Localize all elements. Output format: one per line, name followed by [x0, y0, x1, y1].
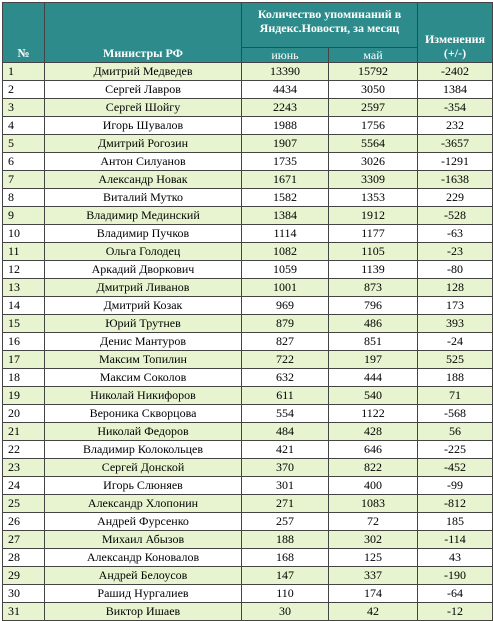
minister-name-cell: Николай Никифоров — [45, 387, 242, 405]
may-mentions-cell: 1177 — [329, 225, 418, 243]
table-row — [3, 477, 493, 495]
june-mentions-cell: 110 — [242, 585, 329, 603]
may-mentions-cell: 1122 — [329, 405, 418, 423]
change-cell: 232 — [418, 117, 493, 135]
change-cell: 393 — [418, 315, 493, 333]
table-row — [3, 351, 493, 369]
may-mentions-cell: 302 — [329, 531, 418, 549]
table-row — [3, 243, 493, 261]
table-body — [3, 63, 493, 621]
row-number-cell: 22 — [3, 441, 45, 459]
change-cell: 185 — [418, 513, 493, 531]
change-cell: -812 — [418, 495, 493, 513]
row-number-cell: 25 — [3, 495, 45, 513]
june-mentions-cell: 301 — [242, 477, 329, 495]
minister-name-cell: Сергей Донской — [45, 459, 242, 477]
june-mentions-cell: 969 — [242, 297, 329, 315]
row-number-cell: 5 — [3, 135, 45, 153]
change-cell: -3657 — [418, 135, 493, 153]
june-mentions-cell: 879 — [242, 315, 329, 333]
may-mentions-cell: 337 — [329, 567, 418, 585]
june-mentions-cell: 1082 — [242, 243, 329, 261]
table-row — [3, 333, 493, 351]
row-number-cell: 9 — [3, 207, 45, 225]
change-cell: -64 — [418, 585, 493, 603]
header-may: май — [329, 48, 418, 63]
may-mentions-cell: 822 — [329, 459, 418, 477]
may-mentions-cell: 125 — [329, 549, 418, 567]
row-number-cell: 18 — [3, 369, 45, 387]
june-mentions-cell: 1384 — [242, 207, 329, 225]
minister-name-cell: Рашид Нургалиев — [45, 585, 242, 603]
may-mentions-cell: 1353 — [329, 189, 418, 207]
table-row — [3, 585, 493, 603]
may-mentions-cell: 428 — [329, 423, 418, 441]
header-june: июнь — [242, 48, 329, 63]
minister-name-cell: Александр Новак — [45, 171, 242, 189]
june-mentions-cell: 1582 — [242, 189, 329, 207]
row-number-cell: 8 — [3, 189, 45, 207]
may-mentions-cell: 197 — [329, 351, 418, 369]
table-row — [3, 603, 493, 621]
may-mentions-cell: 873 — [329, 279, 418, 297]
change-cell: -568 — [418, 405, 493, 423]
minister-name-cell: Александр Хлопонин — [45, 495, 242, 513]
table-row — [3, 261, 493, 279]
minister-name-cell: Дмитрий Ливанов — [45, 279, 242, 297]
change-cell: -2402 — [418, 63, 493, 81]
may-mentions-cell: 15792 — [329, 63, 418, 81]
header-ministers: Министры РФ — [45, 3, 242, 63]
may-mentions-cell: 72 — [329, 513, 418, 531]
row-number-cell: 30 — [3, 585, 45, 603]
may-mentions-cell: 1083 — [329, 495, 418, 513]
may-mentions-cell: 1105 — [329, 243, 418, 261]
minister-name-cell: Владимир Пучков — [45, 225, 242, 243]
june-mentions-cell: 632 — [242, 369, 329, 387]
row-number-cell: 16 — [3, 333, 45, 351]
row-number-cell: 2 — [3, 81, 45, 99]
june-mentions-cell: 827 — [242, 333, 329, 351]
minister-name-cell: Александр Коновалов — [45, 549, 242, 567]
minister-name-cell: Андрей Фурсенко — [45, 513, 242, 531]
minister-name-cell: Максим Топилин — [45, 351, 242, 369]
change-cell: -452 — [418, 459, 493, 477]
row-number-cell: 3 — [3, 99, 45, 117]
june-mentions-cell: 13390 — [242, 63, 329, 81]
minister-name-cell: Михаил Абызов — [45, 531, 242, 549]
row-number-cell: 24 — [3, 477, 45, 495]
minister-name-cell: Игорь Шувалов — [45, 117, 242, 135]
change-cell: 229 — [418, 189, 493, 207]
row-number-cell: 31 — [3, 603, 45, 621]
june-mentions-cell: 1907 — [242, 135, 329, 153]
row-number-cell: 11 — [3, 243, 45, 261]
may-mentions-cell: 3309 — [329, 171, 418, 189]
row-number-cell: 19 — [3, 387, 45, 405]
minister-name-cell: Максим Соколов — [45, 369, 242, 387]
june-mentions-cell: 1988 — [242, 117, 329, 135]
row-number-cell: 7 — [3, 171, 45, 189]
minister-name-cell: Владимир Колокольцев — [45, 441, 242, 459]
june-mentions-cell: 2243 — [242, 99, 329, 117]
table-row — [3, 369, 493, 387]
change-cell: -1638 — [418, 171, 493, 189]
minister-name-cell: Игорь Слюняев — [45, 477, 242, 495]
table-row — [3, 387, 493, 405]
may-mentions-cell: 1139 — [329, 261, 418, 279]
june-mentions-cell: 1001 — [242, 279, 329, 297]
change-cell: 128 — [418, 279, 493, 297]
table-row — [3, 99, 493, 117]
june-mentions-cell: 168 — [242, 549, 329, 567]
may-mentions-cell: 1756 — [329, 117, 418, 135]
table-row — [3, 315, 493, 333]
minister-name-cell: Аркадий Дворкович — [45, 261, 242, 279]
change-cell: -1291 — [418, 153, 493, 171]
june-mentions-cell: 30 — [242, 603, 329, 621]
minister-name-cell: Дмитрий Медведев — [45, 63, 242, 81]
change-cell: -190 — [418, 567, 493, 585]
may-mentions-cell: 2597 — [329, 99, 418, 117]
row-number-cell: 17 — [3, 351, 45, 369]
ministers-mentions-table — [2, 2, 493, 621]
change-cell: 173 — [418, 297, 493, 315]
table-row — [3, 81, 493, 99]
june-mentions-cell: 722 — [242, 351, 329, 369]
june-mentions-cell: 1059 — [242, 261, 329, 279]
change-cell: 188 — [418, 369, 493, 387]
change-cell: -23 — [418, 243, 493, 261]
header-mentions-group: Количество упоминаний в Яндекс.Новости, за месяц — [242, 3, 418, 48]
change-cell: -528 — [418, 207, 493, 225]
minister-name-cell: Сергей Лавров — [45, 81, 242, 99]
june-mentions-cell: 1671 — [242, 171, 329, 189]
may-mentions-cell: 540 — [329, 387, 418, 405]
table-row — [3, 405, 493, 423]
minister-name-cell: Виктор Ишаев — [45, 603, 242, 621]
june-mentions-cell: 271 — [242, 495, 329, 513]
may-mentions-cell: 42 — [329, 603, 418, 621]
change-cell: -63 — [418, 225, 493, 243]
minister-name-cell: Николай Федоров — [45, 423, 242, 441]
may-mentions-cell: 3050 — [329, 81, 418, 99]
change-cell: 1384 — [418, 81, 493, 99]
may-mentions-cell: 400 — [329, 477, 418, 495]
table-row — [3, 423, 493, 441]
table-row — [3, 459, 493, 477]
minister-name-cell: Андрей Белоусов — [45, 567, 242, 585]
minister-name-cell: Виталий Мутко — [45, 189, 242, 207]
june-mentions-cell: 257 — [242, 513, 329, 531]
may-mentions-cell: 174 — [329, 585, 418, 603]
change-cell: -12 — [418, 603, 493, 621]
row-number-cell: 27 — [3, 531, 45, 549]
minister-name-cell: Антон Силуанов — [45, 153, 242, 171]
minister-name-cell: Дмитрий Козак — [45, 297, 242, 315]
table-row — [3, 63, 493, 81]
table-row — [3, 513, 493, 531]
row-number-cell: 4 — [3, 117, 45, 135]
row-number-cell: 15 — [3, 315, 45, 333]
june-mentions-cell: 611 — [242, 387, 329, 405]
minister-name-cell: Вероника Скворцова — [45, 405, 242, 423]
change-cell: -225 — [418, 441, 493, 459]
table-row — [3, 549, 493, 567]
minister-name-cell: Дмитрий Рогозин — [45, 135, 242, 153]
row-number-cell: 23 — [3, 459, 45, 477]
change-cell: -99 — [418, 477, 493, 495]
minister-name-cell: Юрий Трутнев — [45, 315, 242, 333]
header-number: № — [3, 3, 45, 63]
table-header — [3, 3, 493, 63]
change-cell: 56 — [418, 423, 493, 441]
row-number-cell: 21 — [3, 423, 45, 441]
row-number-cell: 13 — [3, 279, 45, 297]
table-row — [3, 207, 493, 225]
minister-name-cell: Денис Мантуров — [45, 333, 242, 351]
june-mentions-cell: 188 — [242, 531, 329, 549]
row-number-cell: 20 — [3, 405, 45, 423]
change-cell: -354 — [418, 99, 493, 117]
may-mentions-cell: 3026 — [329, 153, 418, 171]
table-row — [3, 495, 493, 513]
june-mentions-cell: 421 — [242, 441, 329, 459]
row-number-cell: 26 — [3, 513, 45, 531]
row-number-cell: 10 — [3, 225, 45, 243]
change-cell: -24 — [418, 333, 493, 351]
june-mentions-cell: 484 — [242, 423, 329, 441]
minister-name-cell: Сергей Шойгу — [45, 99, 242, 117]
change-cell: -114 — [418, 531, 493, 549]
table-row — [3, 225, 493, 243]
may-mentions-cell: 796 — [329, 297, 418, 315]
table-row — [3, 279, 493, 297]
may-mentions-cell: 486 — [329, 315, 418, 333]
june-mentions-cell: 1735 — [242, 153, 329, 171]
table-row — [3, 531, 493, 549]
june-mentions-cell: 4434 — [242, 81, 329, 99]
june-mentions-cell: 1114 — [242, 225, 329, 243]
row-number-cell: 6 — [3, 153, 45, 171]
may-mentions-cell: 444 — [329, 369, 418, 387]
header-change: Изменения (+/-) — [418, 3, 493, 63]
row-number-cell: 28 — [3, 549, 45, 567]
row-number-cell: 12 — [3, 261, 45, 279]
change-cell: 525 — [418, 351, 493, 369]
row-number-cell: 29 — [3, 567, 45, 585]
table-row — [3, 189, 493, 207]
table-row — [3, 171, 493, 189]
june-mentions-cell: 147 — [242, 567, 329, 585]
june-mentions-cell: 554 — [242, 405, 329, 423]
change-cell: -80 — [418, 261, 493, 279]
table-row — [3, 135, 493, 153]
may-mentions-cell: 851 — [329, 333, 418, 351]
table-row — [3, 117, 493, 135]
table-row — [3, 441, 493, 459]
may-mentions-cell: 5564 — [329, 135, 418, 153]
may-mentions-cell: 646 — [329, 441, 418, 459]
table-row — [3, 297, 493, 315]
minister-name-cell: Ольга Голодец — [45, 243, 242, 261]
row-number-cell: 1 — [3, 63, 45, 81]
change-cell: 43 — [418, 549, 493, 567]
minister-name-cell: Владимир Мединский — [45, 207, 242, 225]
row-number-cell: 14 — [3, 297, 45, 315]
change-cell: 71 — [418, 387, 493, 405]
june-mentions-cell: 370 — [242, 459, 329, 477]
may-mentions-cell: 1912 — [329, 207, 418, 225]
table-row — [3, 153, 493, 171]
table-row — [3, 567, 493, 585]
